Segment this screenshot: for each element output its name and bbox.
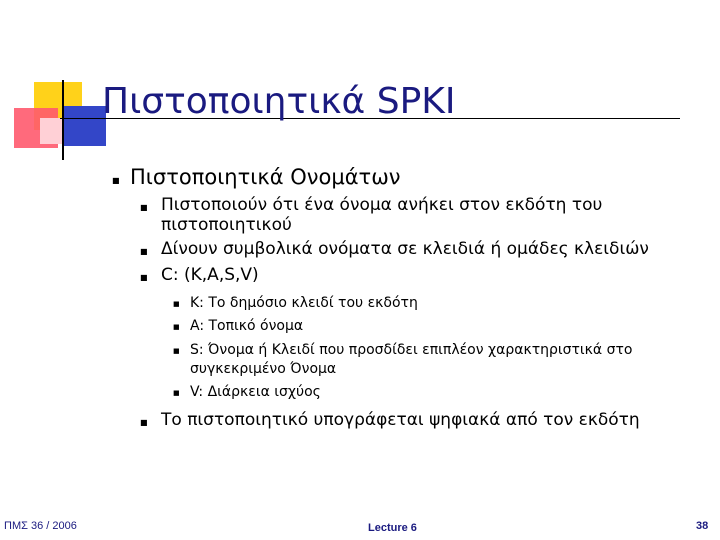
- square-bullet-icon: ■: [112, 176, 120, 185]
- square-bullet-icon: ■: [140, 273, 148, 282]
- bullet-sub1-line2: πιστοποιητικού: [161, 215, 292, 235]
- footer-course: ΠΜΣ 36 / 2006: [4, 520, 77, 532]
- square-bullet-icon: ■: [173, 347, 180, 355]
- page-number: 38: [696, 520, 709, 532]
- bullet-sub3: C: (K,A,S,V): [161, 265, 259, 285]
- square-bullet-icon: ■: [140, 247, 148, 256]
- bullet-subsub4: V: Διάρκεια ισχύος: [190, 384, 321, 400]
- decor-blue-square: [62, 106, 106, 146]
- bullet-sub1-line1: Πιστοποιούν ότι ένα όνομα ανήκει στον εκδότη του: [161, 195, 603, 215]
- bullet-subsub3-line1: S: Όνομα ή Κλειδί που προσδίδει επιπλέον χαρακτηριστικά στο: [190, 342, 633, 358]
- square-bullet-icon: ■: [173, 300, 180, 308]
- bullet-sub2: Δίνουν συμβολικά ονόματα σε κλειδιά ή ομάδες κλειδιών: [161, 239, 649, 259]
- square-bullet-icon: ■: [140, 203, 148, 212]
- decor-vertical-line: [62, 80, 64, 160]
- square-bullet-icon: ■: [140, 418, 148, 427]
- bullet-subsub3-line2: συγκεκριμένο Όνομα: [190, 361, 337, 377]
- bullet-subsub2: A: Τοπικό όνομα: [190, 318, 304, 334]
- square-bullet-icon: ■: [173, 389, 180, 397]
- slide-title: Πιστοποιητικά SPKI: [102, 81, 456, 122]
- bullet-main: Πιστοποιητικά Ονομάτων: [130, 165, 401, 189]
- square-bullet-icon: ■: [173, 323, 180, 331]
- footer-lecture: Lecture 6: [368, 522, 417, 534]
- bullet-subsub1: K: Το δημόσιο κλειδί του εκδότη: [190, 295, 418, 311]
- bullet-sub4: Το πιστοποιητικό υπογράφεται ψηφιακά από τον εκδότη: [161, 410, 640, 430]
